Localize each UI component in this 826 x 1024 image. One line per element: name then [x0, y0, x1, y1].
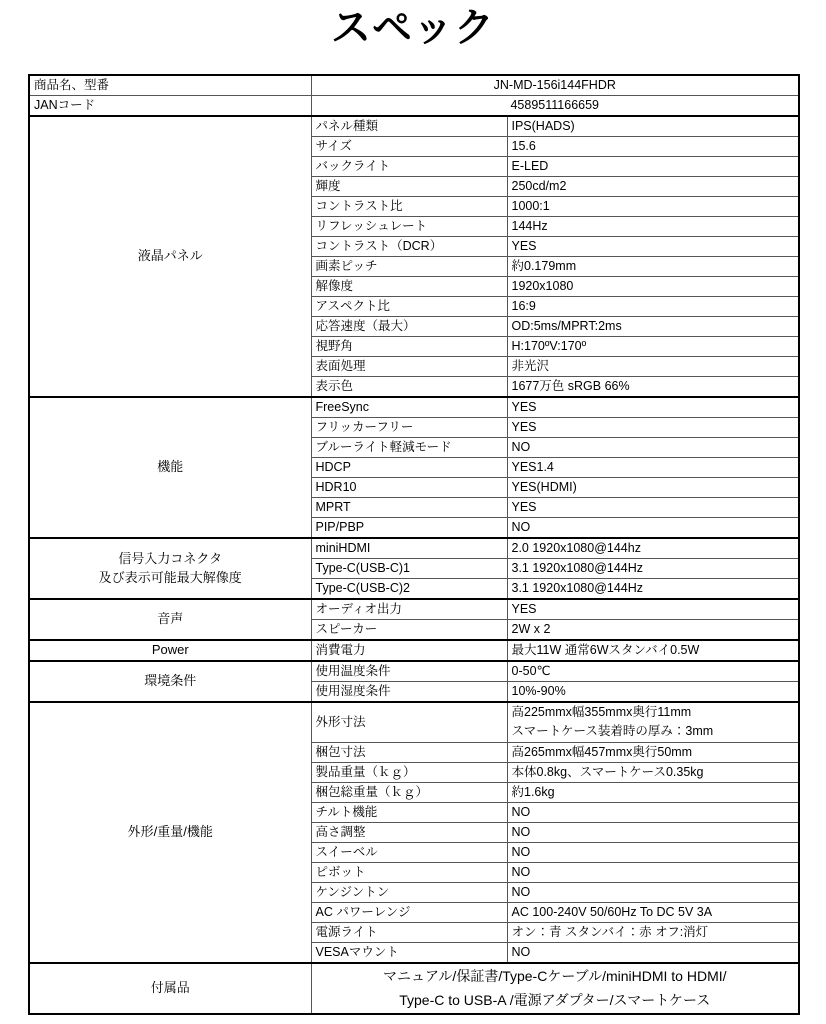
- spec-value-text: NO: [511, 520, 531, 535]
- spec-label: PIP/PBP: [311, 518, 507, 539]
- spec-label: コントラスト（DCR）: [311, 237, 507, 257]
- spec-group-label: [29, 397, 311, 538]
- spec-group-label-text: 外形/重量/機能: [127, 824, 213, 840]
- spec-value-line1: 高225mmx幅355mmx奥行11mm: [511, 705, 692, 719]
- spec-label: 外形寸法: [311, 702, 507, 742]
- table-row: [29, 661, 799, 682]
- table-row: [29, 599, 799, 620]
- spec-value-text: YES: [511, 239, 537, 254]
- spec-label: 視野角: [311, 337, 507, 357]
- spec-label: VESAマウント: [311, 942, 507, 963]
- spec-value-text: IPS(HADS): [511, 119, 575, 134]
- accessories-line1: マニュアル/保証書/Type-Cケーブル/miniHDMI to HDMI/: [382, 967, 727, 984]
- spec-label: 梱包寸法: [311, 742, 507, 762]
- accessories-value: [311, 963, 799, 1014]
- spec-group-label-text: 液晶パネル: [137, 248, 203, 264]
- spec-label: ピボット: [311, 862, 507, 882]
- spec-label: 表示色: [311, 377, 507, 398]
- spec-group-label: [29, 116, 311, 397]
- spec-label: 商品名、型番: [29, 75, 311, 96]
- spec-value-text: 2W x 2: [511, 622, 551, 637]
- spec-value: [507, 478, 799, 498]
- spec-value-text: NO: [511, 885, 531, 900]
- spec-value: [507, 498, 799, 518]
- spec-value: [507, 337, 799, 357]
- spec-value-text: E-LED: [511, 159, 549, 174]
- table-row: [29, 702, 799, 742]
- spec-value: [507, 538, 799, 559]
- spec-group-label: [29, 599, 311, 640]
- spec-label: 電源ライト: [311, 922, 507, 942]
- spec-label: リフレッシュレート: [311, 217, 507, 237]
- spec-group-label-text: 環境条件: [144, 673, 197, 689]
- spec-value-text: YES(HDMI): [511, 480, 577, 495]
- spec-value: [507, 640, 799, 661]
- spec-value-text: NO: [511, 865, 531, 880]
- spec-label: JANコード: [29, 96, 311, 117]
- spec-value: [507, 116, 799, 137]
- spec-label: 消費電力: [311, 640, 507, 661]
- spec-table-body: [29, 75, 799, 1014]
- spec-value-text: YES1.4: [511, 460, 554, 475]
- spec-value: [507, 377, 799, 398]
- spec-label: 応答速度（最大）: [311, 317, 507, 337]
- spec-label: Type-C(USB-C)2: [311, 579, 507, 600]
- table-row: [29, 397, 799, 418]
- spec-value-text: オン：青 スタンバイ：赤 オフ:消灯: [511, 925, 709, 940]
- specification-table: [28, 74, 800, 1015]
- spec-value-text: 144Hz: [511, 219, 548, 234]
- spec-value-text: NO: [511, 440, 531, 455]
- spec-value: [507, 862, 799, 882]
- spec-value-text: 3.1 1920x1080@144Hz: [511, 561, 644, 576]
- spec-value: [507, 438, 799, 458]
- table-row: [29, 116, 799, 137]
- spec-label: フリッカーフリー: [311, 418, 507, 438]
- spec-label: チルト機能: [311, 802, 507, 822]
- spec-value: [507, 197, 799, 217]
- spec-group-label-text: 機能: [157, 459, 184, 475]
- spec-value-text: 約0.179mm: [511, 259, 577, 274]
- table-row: [29, 538, 799, 559]
- spec-value-text: YES: [511, 500, 537, 515]
- spec-value: [507, 902, 799, 922]
- spec-value-text: 2.0 1920x1080@144hz: [511, 541, 641, 556]
- spec-value: [507, 802, 799, 822]
- spec-label: コントラスト比: [311, 197, 507, 217]
- spec-value: [507, 559, 799, 579]
- spec-value-text: 1920x1080: [511, 279, 574, 294]
- spec-value-text: OD:5ms/MPRT:2ms: [511, 319, 622, 334]
- table-row: [29, 96, 799, 117]
- table-row: [29, 963, 799, 1014]
- spec-value: [507, 661, 799, 682]
- spec-value-text: NO: [511, 825, 531, 840]
- spec-value: [507, 217, 799, 237]
- spec-label: 使用湿度条件: [311, 682, 507, 703]
- spec-value: [507, 599, 799, 620]
- spec-value: [507, 682, 799, 703]
- spec-label: アスペクト比: [311, 297, 507, 317]
- spec-value-text: 10%-90%: [511, 684, 566, 699]
- spec-value-text: NO: [511, 805, 531, 820]
- spec-label: 表面処理: [311, 357, 507, 377]
- spec-value: [507, 702, 799, 742]
- spec-value: [507, 822, 799, 842]
- spec-value: [507, 742, 799, 762]
- spec-value: [507, 922, 799, 942]
- spec-label: パネル種類: [311, 116, 507, 137]
- spec-label: バックライト: [311, 157, 507, 177]
- spec-value: [507, 237, 799, 257]
- spec-value: [507, 277, 799, 297]
- spec-value-text: YES: [511, 602, 537, 617]
- spec-value: [507, 317, 799, 337]
- spec-value-text: 1677万色 sRGB 66%: [511, 379, 630, 394]
- spec-value: [507, 157, 799, 177]
- spec-value: [507, 137, 799, 157]
- spec-value: [507, 620, 799, 641]
- spec-label: Type-C(USB-C)1: [311, 559, 507, 579]
- spec-group-label: [29, 702, 311, 963]
- spec-value: 4589511166659: [311, 96, 799, 117]
- spec-value: [507, 397, 799, 418]
- spec-label: 画素ピッチ: [311, 257, 507, 277]
- spec-value: [507, 782, 799, 802]
- spec-group-label-text: Power: [151, 642, 189, 658]
- spec-group-label: [29, 661, 311, 702]
- spec-value: JN-MD-156i144FHDR: [311, 75, 799, 96]
- spec-group-label-line1: 信号入力コネクタ: [118, 551, 223, 567]
- spec-label: miniHDMI: [311, 538, 507, 559]
- accessories-line2: Type-C to USB-A /電源アダプター/スマートケース: [399, 992, 711, 1009]
- spec-value: [507, 257, 799, 277]
- spec-label: 高さ調整: [311, 822, 507, 842]
- page-title: スペック: [331, 6, 495, 50]
- spec-label: FreeSync: [311, 397, 507, 418]
- spec-group-label-line2: 及び表示可能最大解像度: [98, 569, 242, 585]
- spec-value: [507, 297, 799, 317]
- spec-value-text: AC 100-240V 50/60Hz To DC 5V 3A: [511, 905, 713, 920]
- spec-value-text: YES: [511, 420, 537, 435]
- table-row: [29, 75, 799, 96]
- spec-label: 輝度: [311, 177, 507, 197]
- spec-label: HDR10: [311, 478, 507, 498]
- spec-label: AC パワーレンジ: [311, 902, 507, 922]
- spec-value-text: 3.1 1920x1080@144Hz: [511, 581, 644, 596]
- spec-value: [507, 418, 799, 438]
- spec-value-text: 250cd/m2: [511, 179, 567, 194]
- spec-label: 解像度: [311, 277, 507, 297]
- spec-value: [507, 518, 799, 539]
- spec-label: サイズ: [311, 137, 507, 157]
- spec-value-text: 非光沢: [511, 359, 550, 374]
- accessories-label: 付属品: [29, 963, 311, 1014]
- spec-label: ブルーライト軽減モード: [311, 438, 507, 458]
- spec-label: MPRT: [311, 498, 507, 518]
- spec-label: オーディオ出力: [311, 599, 507, 620]
- spec-group-label: [29, 538, 311, 599]
- spec-value: [507, 357, 799, 377]
- spec-value: [507, 842, 799, 862]
- spec-value-line2: スマートケース装着時の厚み：3mm: [511, 724, 714, 739]
- spec-table-container: [28, 74, 798, 1015]
- spec-value-text: 16:9: [511, 299, 536, 314]
- spec-value-text: 本体0.8kg、スマートケース0.35kg: [511, 765, 704, 780]
- spec-value-text: 約1.6kg: [511, 785, 555, 800]
- spec-value: [507, 177, 799, 197]
- spec-label: 梱包総重量（ｋｇ）: [311, 782, 507, 802]
- spec-group-label: [29, 640, 311, 661]
- spec-value-text: 0-50℃: [511, 664, 551, 679]
- spec-value: [507, 942, 799, 963]
- spec-label: スピーカー: [311, 620, 507, 641]
- spec-label: HDCP: [311, 458, 507, 478]
- spec-group-label-text: 音声: [157, 611, 184, 627]
- spec-value: [507, 458, 799, 478]
- spec-label: 製品重量（ｋｇ）: [311, 762, 507, 782]
- spec-value: [507, 882, 799, 902]
- spec-value-text: 15.6: [511, 139, 536, 154]
- spec-value-text: NO: [511, 845, 531, 860]
- spec-label: スイーベル: [311, 842, 507, 862]
- table-row: [29, 640, 799, 661]
- spec-value: [507, 762, 799, 782]
- spec-value-text: NO: [511, 945, 531, 960]
- spec-value-text: H:170ºV:170º: [511, 339, 587, 354]
- spec-value: [507, 579, 799, 600]
- spec-label: ケンジントン: [311, 882, 507, 902]
- spec-value-text: 最大11W 通常6Wスタンバイ0.5W: [511, 643, 700, 658]
- spec-value-text: 1000:1: [511, 199, 550, 214]
- spec-label: 使用温度条件: [311, 661, 507, 682]
- spec-value-text: YES: [511, 400, 537, 415]
- spec-value-text: 高265mmx幅457mmx奥行50mm: [511, 745, 693, 760]
